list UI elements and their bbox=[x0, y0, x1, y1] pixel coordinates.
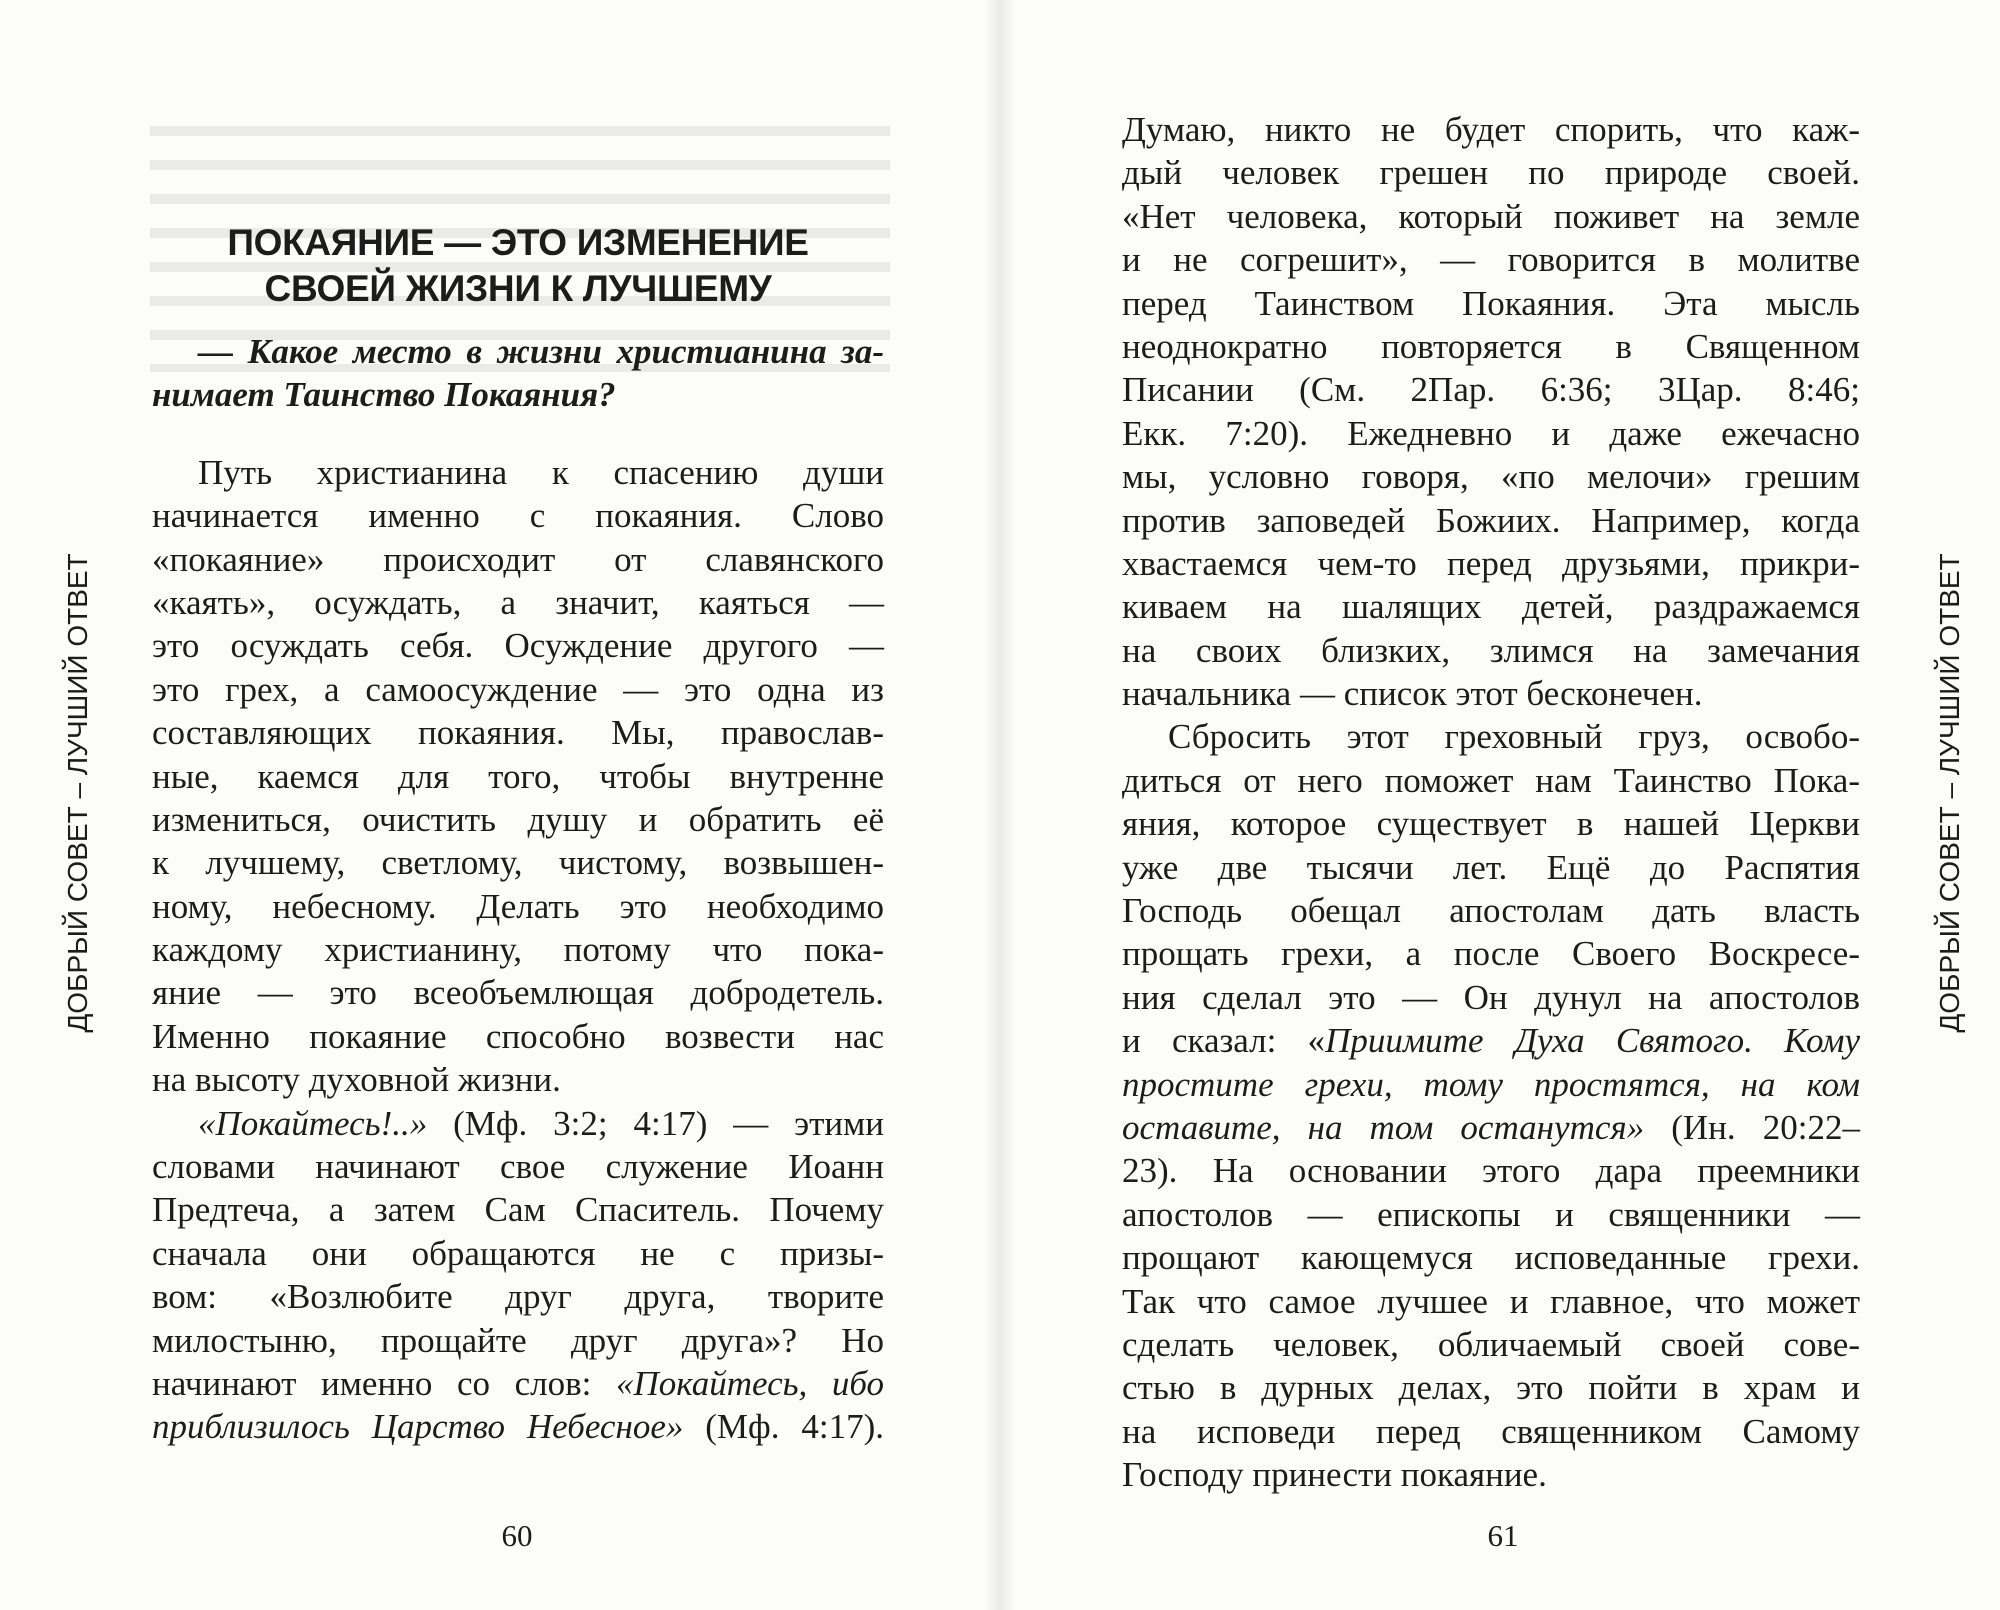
question bbox=[152, 330, 884, 417]
text-line: каждому христианину, потому что пока- bbox=[152, 930, 884, 970]
text-line: простите грехи, тому простятся, на ком bbox=[1122, 1064, 1860, 1104]
text-line: Так что самое лучшее и главное, что может bbox=[1122, 1281, 1860, 1321]
quote-italic: «Покайтесь!..» bbox=[198, 1103, 428, 1143]
left-page bbox=[0, 0, 990, 1610]
text-line: на исповеди перед священником Самому bbox=[1122, 1411, 1860, 1451]
text-line: стью в дурных делах, это пойти в храм и bbox=[1122, 1368, 1860, 1408]
text-line: вом: «Возлюбите друг друга, творите bbox=[152, 1277, 884, 1317]
quote-italic: «Покайтесь, ибо bbox=[615, 1363, 884, 1403]
text-line: словами начинают свое служение Иоанн bbox=[152, 1147, 884, 1187]
text-segment: начинают именно со слов: bbox=[152, 1363, 616, 1403]
text-line: ному, небесному. Делать это необходимо bbox=[152, 886, 884, 926]
text-line: и не согрешит», — говорится в молитве bbox=[1122, 240, 1860, 280]
running-head-left: ДОБРЫЙ СОВЕТ – ЛУЧШИЙ ОТВЕТ bbox=[62, 553, 93, 1033]
text-line bbox=[1122, 1106, 1860, 1149]
left-page-text bbox=[152, 220, 884, 1449]
heading-line-2: СВОЕЙ ЖИЗНИ К ЛУЧШЕМУ bbox=[264, 268, 772, 309]
quote-italic: приблизилось Царство Небесное» bbox=[152, 1407, 684, 1447]
question-line: нимает Таинство Покаяния? bbox=[152, 375, 616, 415]
text-line: к лучшему, светлому, чистому, возвышен- bbox=[152, 843, 884, 883]
text-line bbox=[152, 1405, 884, 1448]
text-line: это осуждать себя. Осуждение другого — bbox=[152, 626, 884, 666]
page-number-right: 61 bbox=[1487, 1518, 1519, 1553]
text-line: диться от него поможет нам Таинство Пока- bbox=[1122, 760, 1860, 800]
text-line: прощать грехи, а после Своего Воскресе- bbox=[1122, 934, 1860, 974]
question-line: — Какое место в жизни христианина за- bbox=[198, 332, 884, 371]
quote-italic: Приимите Духа Святого. Кому bbox=[1325, 1021, 1861, 1061]
heading-line-1: ПОКАЯНИЕ — ЭТО ИЗМЕНЕНИЕ bbox=[227, 222, 809, 263]
text-line: Путь христианина к спасению души bbox=[198, 452, 884, 492]
text-line: неоднократно повторяется в Священном bbox=[1122, 326, 1860, 366]
text-line: Сбросить этот греховный груз, освобо- bbox=[1168, 717, 1860, 757]
paragraph-2 bbox=[1122, 715, 1860, 1496]
text-line bbox=[152, 1102, 884, 1145]
text-line: начинается именно с покаяния. Слово bbox=[152, 496, 884, 536]
text-line: апостолов — епископы и священники — bbox=[1122, 1194, 1860, 1234]
text-line bbox=[1122, 1019, 1860, 1062]
text-segment: и сказал: « bbox=[1122, 1021, 1326, 1061]
page-number-left: 60 bbox=[501, 1518, 533, 1553]
text-line: хвастаемся чем-то перед друзьями, прикри- bbox=[1122, 543, 1860, 583]
text-line: «покаяние» происходит от славянского bbox=[152, 539, 884, 579]
paragraph-1 bbox=[1122, 108, 1860, 715]
right-page bbox=[1010, 0, 2000, 1610]
section-heading bbox=[152, 220, 884, 312]
text-line: яния, которое существует в нашей Церкви bbox=[1122, 804, 1860, 844]
text-line: Предтеча, а затем Сам Спаситель. Почему bbox=[152, 1190, 884, 1230]
text-line: ные, каемся для того, чтобы внутренне bbox=[152, 756, 884, 796]
text-line: Господь обещал апостолам дать власть bbox=[1122, 891, 1860, 931]
text-segment: (Мф. 4:17). bbox=[683, 1407, 884, 1447]
text-line: уже две тысячи лет. Ещё до Распятия bbox=[1122, 847, 1860, 887]
text-line: это грех, а самоосуждение — это одна из bbox=[152, 669, 884, 709]
text-line: против заповедей Божиих. Например, когда bbox=[1122, 500, 1860, 540]
paragraph-2 bbox=[152, 1102, 884, 1449]
text-line: ния сделал это — Он дунул на апостолов bbox=[1122, 977, 1860, 1017]
text-line: измениться, очистить душу и обратить её bbox=[152, 799, 884, 839]
text-line: Думаю, никто не будет спорить, что каж- bbox=[1122, 110, 1860, 149]
right-page-text bbox=[1122, 108, 1860, 1497]
text-line: составляющих покаяния. Мы, православ- bbox=[152, 713, 884, 753]
text-line: начальника — список этот бесконечен. bbox=[1122, 674, 1703, 714]
text-line: «Нет человека, который поживет на земле bbox=[1122, 196, 1860, 236]
paragraph-1 bbox=[152, 451, 884, 1102]
text-line: мы, условно говоря, «по мелочи» грешим bbox=[1122, 457, 1860, 497]
text-line: Господу принести покаяние. bbox=[1122, 1455, 1547, 1495]
text-line bbox=[152, 1362, 884, 1405]
text-line: киваем на шалящих детей, раздражаемся bbox=[1122, 587, 1860, 627]
text-line: сделать человек, обличаемый своей сове- bbox=[1122, 1324, 1860, 1364]
text-line: прощают кающемуся исповеданные грехи. bbox=[1122, 1238, 1860, 1278]
text-line: Именно покаяние способно возвести нас bbox=[152, 1016, 884, 1056]
text-segment: (Ин. 20:22– bbox=[1644, 1107, 1860, 1147]
text-line: на своих близких, злимся на замечания bbox=[1122, 630, 1860, 670]
text-line: 23). На основании этого дара преемники bbox=[1122, 1151, 1860, 1191]
text-line: сначала они обращаются не с призы- bbox=[152, 1233, 884, 1273]
text-segment: (Мф. 3:2; 4:17) — этими bbox=[427, 1103, 884, 1143]
text-line: милостыню, прощайте друг друга»? Но bbox=[152, 1320, 884, 1360]
running-head-right: ДОБРЫЙ СОВЕТ – ЛУЧШИЙ ОТВЕТ bbox=[1934, 553, 1965, 1033]
text-line: Екк. 7:20). Ежедневно и даже ежечасно bbox=[1122, 413, 1860, 453]
text-line: перед Таинством Покаяния. Эта мысль bbox=[1122, 283, 1860, 323]
text-line: Писании (См. 2Пар. 6:36; 3Цар. 8:46; bbox=[1122, 370, 1860, 410]
text-line: яние — это всеобъемлющая добродетель. bbox=[152, 973, 884, 1013]
quote-italic: оставите, на том останутся» bbox=[1122, 1107, 1645, 1147]
text-line: «каять», осуждать, а значит, каяться — bbox=[152, 582, 884, 622]
text-line: дый человек грешен по природе своей. bbox=[1122, 153, 1860, 193]
text-line: на высоту духовной жизни. bbox=[152, 1060, 561, 1100]
